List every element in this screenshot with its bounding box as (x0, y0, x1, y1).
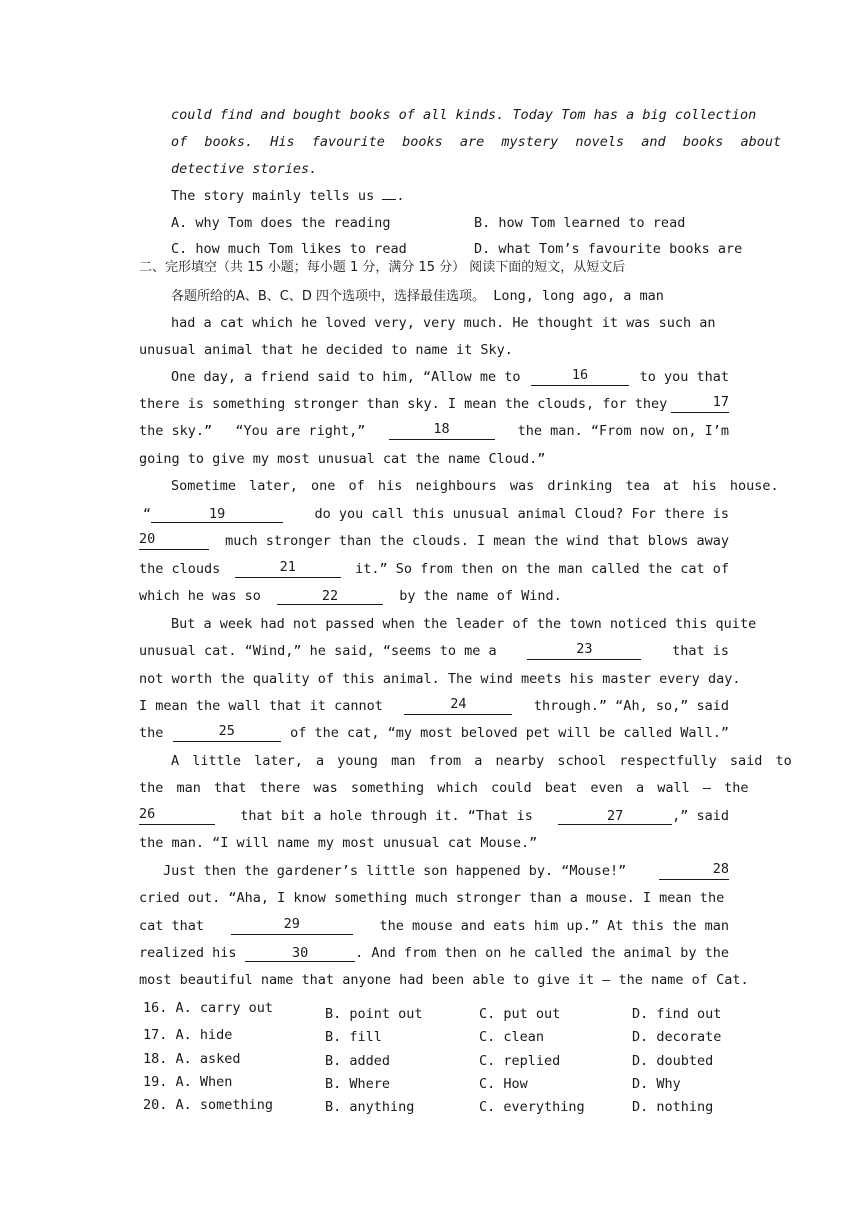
question-blank (382, 199, 396, 200)
passage-line-24-b: . And from then on he called the animal by the (355, 945, 729, 961)
choice-16-d: D. find out (632, 1006, 722, 1022)
passage-line-24-b-wrap (245, 944, 729, 962)
passage-line-22 (139, 889, 729, 907)
passage-line-5-c: the man. “From now on, I’m (517, 423, 729, 439)
passage-line-4-a: there is something stronger than sky. I mean the clouds, for they (139, 396, 668, 412)
choice-17-b: B. fill (325, 1029, 382, 1045)
passage-line-14 (139, 670, 741, 688)
blank-24: 24 (404, 697, 512, 715)
passage-line-5-a: the sky.” (139, 423, 213, 439)
passage-line-3-a: One day, a friend said to him, “Allow me to (171, 369, 521, 385)
passage-line-17-text: A little later, a young man from a nearby school respectfully said to (171, 753, 792, 769)
passage-line-11 (139, 587, 562, 605)
passage-line-20: the man. “I will name my most unusual cat Mouse.” (139, 835, 538, 851)
passage-tail-line-3: detective stories. (171, 161, 318, 177)
blank-18: 18 (389, 422, 495, 440)
passage-line-19 (139, 807, 729, 825)
choice-20-d: D. nothing (632, 1099, 714, 1115)
section-instruction (171, 287, 664, 306)
blank-29: 29 (231, 917, 353, 935)
passage-line-13-b: that is (672, 643, 729, 659)
choice-20-b: B. anything (325, 1099, 415, 1115)
passage-line-21 (163, 862, 729, 880)
choice-18-d: D. doubted (632, 1053, 714, 1069)
passage-line-3-b: to you that (639, 369, 729, 385)
choice-17-c: C. clean (479, 1029, 545, 1045)
passage-line-19-c: ,” said (672, 808, 729, 824)
instruction-tail: Long, long ago, a man (493, 288, 664, 304)
blank-20: 20 (139, 532, 209, 550)
passage-line-14-text: not worth the quality of this animal. The wind meets his master every day. (139, 671, 741, 687)
choice-19-c: C. How (479, 1076, 528, 1092)
choice-17-d: D. decorate (632, 1029, 722, 1045)
passage-line-25-text: most beautiful name that anyone had been able to give it — the name of Cat. (139, 972, 749, 988)
blank-19: 19 (151, 507, 283, 523)
instruction-text: 各题所给的A、B、C、D 四个选项中，选择最佳选项。 (171, 289, 486, 304)
passage-line-23 (139, 917, 729, 935)
passage-tail-line-2-text: of books. His favourite books are mystery novels and books about (171, 134, 782, 150)
option-c: C. how much Tom likes to read (171, 241, 407, 257)
choice-19-a: 19. A. When (143, 1074, 233, 1090)
passage-line-7-text: Sometime later, one of his neighbours was drinking tea at his house. (171, 478, 779, 494)
passage-tail-line-1: could find and bought books of all kinds. Today Tom has a big collection (171, 107, 757, 123)
choice-19-d: D. Why (632, 1076, 681, 1092)
passage-line-22-text: cried out. “Aha, I know something much stronger than a mouse. I mean the (139, 890, 725, 906)
option-b: B. how Tom learned to read (474, 215, 686, 231)
question-end: . (396, 188, 405, 204)
passage-line-19-c-wrap (558, 807, 729, 825)
passage-line-16-a: the (139, 725, 164, 741)
passage-line-9-b: much stronger than the clouds. I mean the wind that blows away (225, 533, 729, 549)
choice-18-c: C. replied (479, 1053, 561, 1069)
choice-16-b: B. point out (325, 1006, 423, 1022)
blank-17: 17 (671, 395, 729, 413)
passage-line-7 (171, 477, 779, 495)
passage-line-17 (171, 752, 792, 770)
choice-18-a: 18. A. asked (143, 1051, 241, 1067)
passage-line-10 (139, 560, 729, 578)
passage-line-15-b: through.” “Ah, so,” said (533, 698, 729, 714)
passage-line-24 (139, 944, 729, 962)
blank-23: 23 (527, 642, 641, 660)
question-stem (171, 187, 404, 205)
passage-line-5-b: “You are right,” (235, 423, 366, 439)
section-heading: 二、完形填空（共 15 小题；每小题 1 分，满分 15 分） 阅读下面的短文，从短文后 (139, 260, 626, 275)
passage-line-13-a: unusual cat. “Wind,” he said, “seems to me a (139, 643, 497, 659)
option-d: D. what Tom’s favourite books are (474, 241, 743, 257)
passage-line-12 (171, 615, 757, 633)
blank-27: 27 (558, 809, 672, 825)
passage-line-2: unusual animal that he decided to name it Sky. (139, 342, 513, 358)
passage-line-8-b: do you call this unusual animal Cloud? For there is (314, 506, 729, 522)
passage-line-19-b: that bit a hole through it. “That is (240, 808, 533, 824)
choice-20-c: C. everything (479, 1099, 585, 1115)
passage-line-16-b: of the cat, “my most beloved pet will be called Wall.” (290, 725, 729, 741)
blank-22: 22 (277, 589, 383, 605)
passage-line-6: going to give my most unusual cat the name Cloud.” (139, 451, 546, 467)
passage-tail-line-2 (171, 133, 782, 151)
choice-17-a: 17. A. hide (143, 1027, 233, 1043)
blank-30: 30 (245, 946, 355, 962)
passage-line-23-a: cat that (139, 918, 205, 934)
passage-line-25 (139, 971, 749, 989)
passage-line-24-a: realized his (139, 945, 237, 961)
passage-line-15 (139, 697, 729, 715)
passage-line-10-a: the clouds (139, 561, 221, 577)
passage-line-18 (139, 779, 749, 797)
passage-line-8 (143, 505, 729, 523)
passage-line-15-a: I mean the wall that it cannot (139, 698, 383, 714)
passage-line-16 (139, 724, 729, 742)
passage-line-5 (139, 422, 729, 440)
passage-line-3 (171, 368, 729, 386)
blank-16: 16 (531, 368, 629, 386)
passage-line-21-a: Just then the gardener’s little son happened by. “Mouse!” (163, 863, 627, 879)
passage-line-23-b: the mouse and eats him up.” At this the man (379, 918, 729, 934)
passage-line-13 (139, 642, 729, 660)
choice-16-c: C. put out (479, 1006, 561, 1022)
passage-line-10-b: it.” So from then on the man called the cat of (355, 561, 729, 577)
passage-line-4 (139, 395, 729, 413)
blank-26: 26 (139, 807, 215, 825)
passage-line-12-text: But a week had not passed when the leader of the town noticed this quite (171, 616, 757, 632)
passage-line-11-a: which he was so (139, 588, 261, 604)
choice-18-b: B. added (325, 1053, 391, 1069)
choice-20-a: 20. A. something (143, 1097, 274, 1113)
blank-28: 28 (659, 862, 729, 880)
passage-line-8-lead (143, 505, 283, 523)
open-quote: “ (143, 506, 152, 522)
passage-line-11-b: by the name of Wind. (399, 588, 562, 604)
passage-line-1: had a cat which he loved very, very much. He thought it was such an (171, 315, 716, 331)
blank-21: 21 (235, 560, 341, 578)
choice-19-b: B. Where (325, 1076, 391, 1092)
passage-line-9 (139, 532, 729, 550)
passage-line-18-text: the man that there was something which could beat even a wall — the (139, 780, 749, 796)
blank-25: 25 (173, 724, 281, 742)
choice-16-a: 16. A. carry out (143, 1000, 274, 1016)
question-text: The story mainly tells us (171, 188, 375, 204)
option-a: A. why Tom does the reading (171, 215, 391, 231)
